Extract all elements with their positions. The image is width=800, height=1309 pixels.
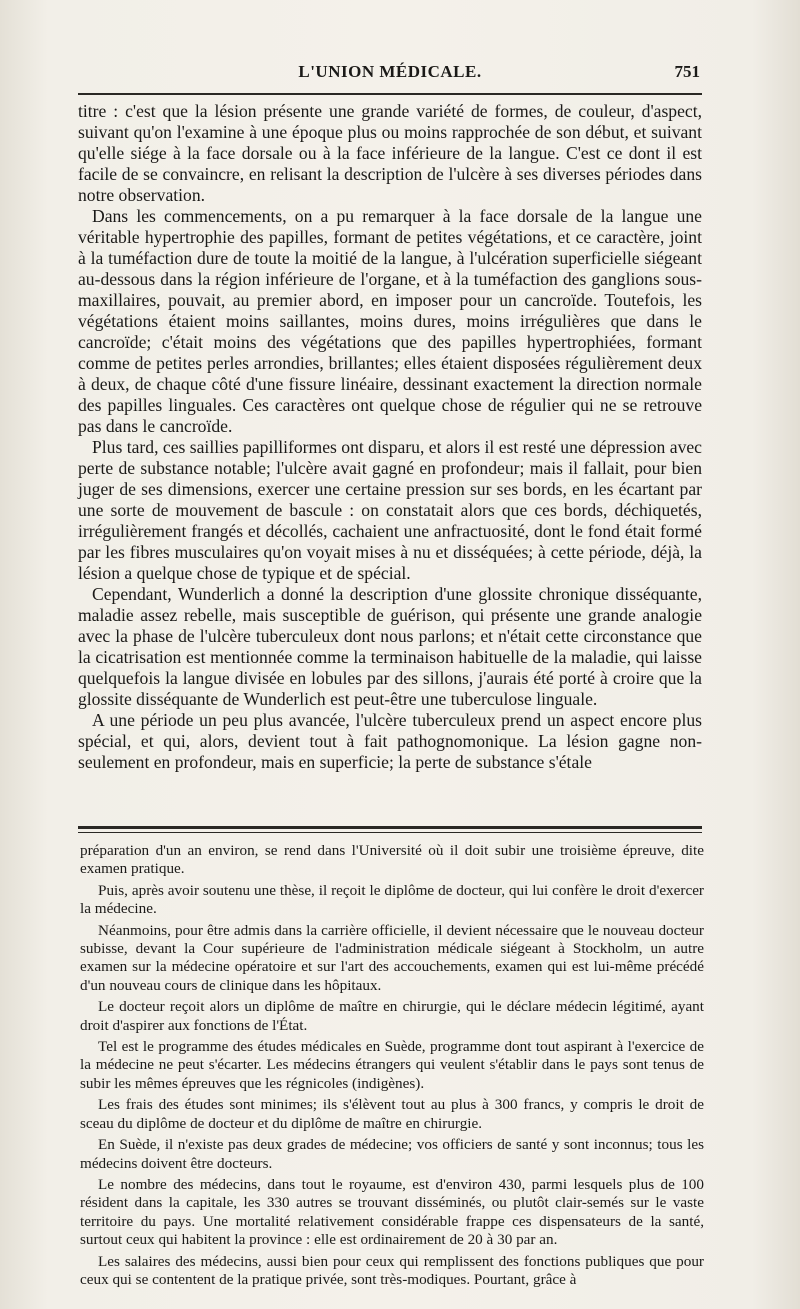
section-divider-thick: [78, 826, 702, 829]
note-paragraph: Tel est le programme des études médicales en Suède, programme dont tout aspirant à l'exercice de la médecine ne peut s'écarter. Les médecins étrangers qui veulent s'établir dans le pays sont tenus de subir les mêmes épreuves que les régnicoles (indigènes).: [80, 1038, 704, 1092]
note-paragraph: préparation d'un an environ, se rend dans l'Université où il doit subir une troisième épreuve, dite examen pratique.: [80, 842, 704, 878]
note-paragraph: Le nombre des médecins, dans tout le royaume, est d'environ 430, parmi lesquels plus de 100 résident dans la capitale, les 330 autres se trouvant disséminés, ou plutôt clair-semés sur le vaste territoire du pays. Une mortalité relativement considérable frappe ces dispensateurs de la santé, surtout ceux qui habitent la province : elle est ordinairement de 20 à 30 par an.: [80, 1175, 704, 1249]
note-paragraph: Le docteur reçoit alors un diplôme de maître en chirurgie, qui le déclare médecin légitimé, ayant droit d'aspirer aux fonctions de l'État.: [80, 998, 704, 1034]
note-paragraph: Néanmoins, pour être admis dans la carrière officielle, il devient nécessaire que le nouveau docteur subisse, devant la Cour supérieure de l'administration médicale siégeant à Stockholm, un autre examen sur la médecine opératoire et sur l'art des accouchements, examen qui est lui-même précédé d'un nouveau cours de clinique dans les hôpitaux.: [80, 921, 704, 994]
body-paragraph: A une période un peu plus avancée, l'ulcère tuberculeux prend un aspect encore plus spécial, et qui, alors, devient tout à fait pathognomonique. La lésion gagne non-seulement en profondeur, mais en superficie; la perte de substance s'étale: [78, 710, 702, 772]
body-paragraph: Cependant, Wunderlich a donné la description d'une glossite chronique disséquante, maladie assez rebelle, mais susceptible de guérison, qui présente une grande analogie avec la phase de l'ulcère tuberculeux dont nous parlons; et n'était cette circonstance que la cicatrisation est mentionnée comme la terminaison habituelle de la maladie, qui laisse quelquefois la langue divisée en lobules par des sillons, j'aurais été porté à croire que la glossite disséquante de Wunderlich est peut-être une tuberculose linguale.: [78, 584, 702, 709]
running-title: L'UNION MÉDICALE.: [298, 62, 482, 81]
note-paragraph: Les salaires des médecins, aussi bien pour ceux qui remplissent des fonctions publiques que pour ceux qui se contentent de la pratique privée, sont très-modiques. Pourtant, grâce à: [80, 1252, 704, 1288]
page-number: 751: [674, 62, 700, 81]
page-header: [78, 62, 702, 88]
note-paragraph: Puis, après avoir soutenu une thèse, il reçoit le diplôme de docteur, qui lui confère le droit d'exercer la médecine.: [80, 881, 704, 918]
body-paragraph: Dans les commencements, on a pu remarquer à la face dorsale de la langue une véritable hypertrophie des papilles, formant de petites végétations, et ce caractère, joint à la tuméfaction dure de toute la moitié de la langue, à l'ulcération superficielle siégeant au-dessous dans la région inférieure de l'organe, et à la tuméfaction des ganglions sous-maxillaires, pouvait, au premier abord, en imposer pour un cancroïde. Toutefois, les végétations étaient moins saillantes, moins dures, moins irrégulières que dans le cancroïde; c'était moins des végétations que des papilles hypertrophiées, formant comme de petites perles arrondies, brillantes; elles étaient disposées régulièrement deux à deux, de chaque côté d'une fissure linéaire, dessinant exactement la direction normale des papilles linguales. Ces caractères ont quelque chose de régulier qui ne se retrouve pas dans le cancroïde.: [78, 206, 702, 436]
feuilleton-text: [80, 842, 704, 1292]
note-paragraph: En Suède, il n'existe pas deux grades de médecine; vos officiers de santé y sont inconnus; tous les médecins doivent être docteurs.: [80, 1136, 704, 1172]
header-rule: [78, 93, 702, 95]
note-paragraph: Les frais des études sont minimes; ils s'élèvent tout au plus à 300 francs, y compris le droit de sceau du diplôme de docteur et du diplôme de maître en chirurgie.: [80, 1096, 704, 1132]
body-paragraph: titre : c'est que la lésion présente une grande variété de formes, de couleur, d'aspect, suivant qu'on l'examine à une époque plus ou moins rapprochée de son début, et suivant qu'elle siége à la face dorsale ou à la face inférieure de la langue. C'est ce dont il est facile de se convaincre, en relisant la description de l'ulcère à ses diverses périodes dans notre observation.: [78, 101, 702, 205]
article-body: [78, 101, 702, 773]
body-paragraph: Plus tard, ces saillies papilliformes ont disparu, et alors il est resté une dépression avec perte de substance notable; l'ulcère avait gagné en profondeur; mais il fallait, pour bien juger de ses dimensions, exercer une certaine pression sur ses bords, en les écartant par une sorte de mouvement de bascule : on constatait alors que ces bords, déchiquetés, irrégulièrement frangés et décollés, cachaient une anfractuosité, dont le fond était formé par les fibres musculaires qu'on voyait mises à nu et disséquées; à cette période, déjà, la lésion a quelque chose de typique et de spécial.: [78, 437, 702, 583]
section-divider-thin: [78, 832, 702, 833]
